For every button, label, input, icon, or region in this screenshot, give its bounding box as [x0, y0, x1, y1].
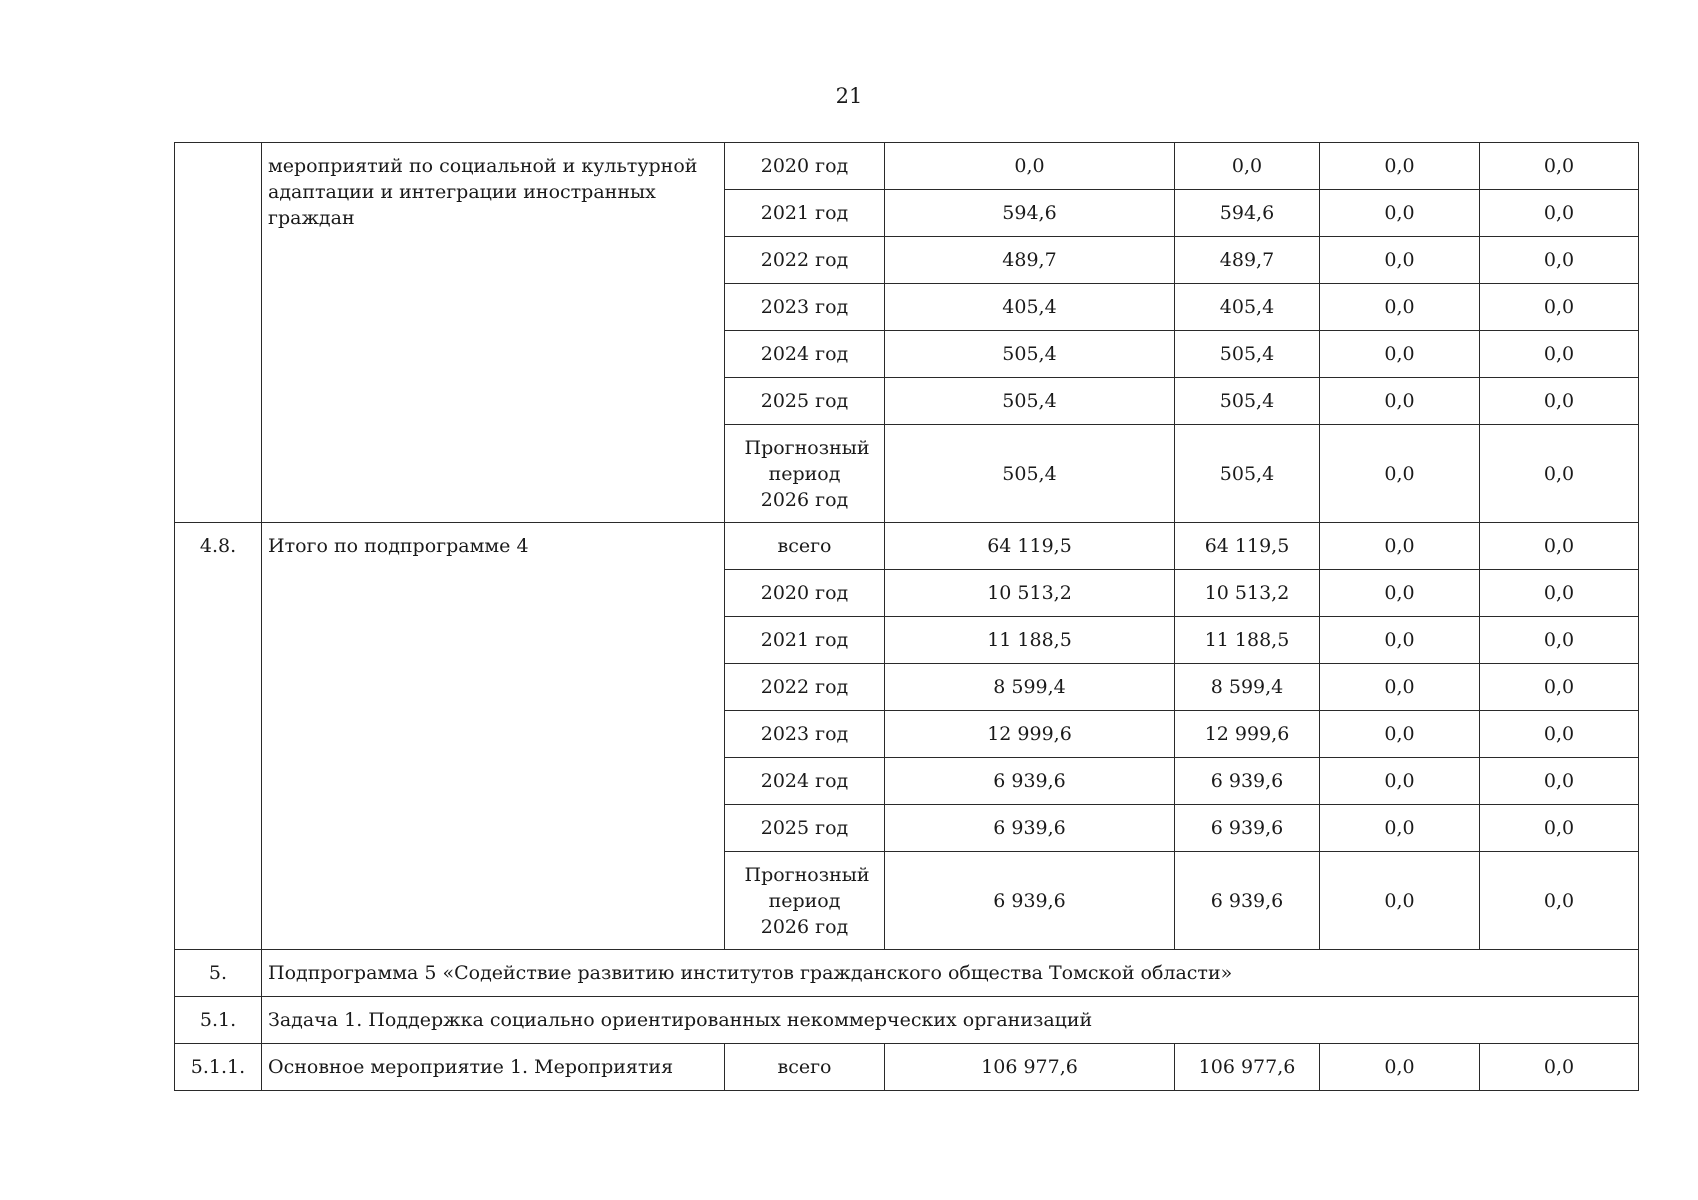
- period-cell: [725, 284, 885, 331]
- period-label: 2024 год: [760, 343, 849, 365]
- row-number-cell: 5.1.: [175, 997, 262, 1044]
- period-label: 2020 год: [760, 582, 849, 604]
- other-value-cell: 0,0: [1480, 331, 1639, 378]
- budget-value-cell: 505,4: [1175, 378, 1320, 425]
- federal-value-cell: 0,0: [1320, 617, 1480, 664]
- period-cell: [725, 237, 885, 284]
- federal-value-cell: 0,0: [1320, 711, 1480, 758]
- other-value-cell: 0,0: [1480, 143, 1639, 190]
- federal-value-cell: 0,0: [1320, 378, 1480, 425]
- other-value-cell: 0,0: [1480, 1044, 1639, 1091]
- other-value-cell: 0,0: [1480, 664, 1639, 711]
- budget-value-cell: 0,0: [1175, 143, 1320, 190]
- page-number: 21: [835, 84, 863, 108]
- federal-value-cell: 0,0: [1320, 1044, 1480, 1091]
- budget-value-cell: 10 513,2: [1175, 570, 1320, 617]
- federal-value-cell: 0,0: [1320, 523, 1480, 570]
- budget-value-cell: 11 188,5: [1175, 617, 1320, 664]
- period-cell: [725, 711, 885, 758]
- period-cell: [725, 664, 885, 711]
- other-value-cell: 0,0: [1480, 617, 1639, 664]
- total-value-cell: 505,4: [885, 425, 1175, 523]
- budget-value-cell: 6 939,6: [1175, 758, 1320, 805]
- row-name-cell: Итого по подпрограмме 4: [262, 523, 725, 950]
- activity-row: [175, 1044, 1639, 1091]
- period-cell: [725, 852, 885, 950]
- total-value-cell: 11 188,5: [885, 617, 1175, 664]
- period-cell: [725, 331, 885, 378]
- total-value-cell: 64 119,5: [885, 523, 1175, 570]
- table-row: [175, 523, 1639, 570]
- period-label: 2025 год: [760, 817, 849, 839]
- table-row: [175, 143, 1639, 190]
- period-cell: [725, 523, 885, 570]
- task-title-cell: Задача 1. Поддержка социально ориентированных некоммерческих организаций: [262, 997, 1639, 1044]
- period-cell: [725, 190, 885, 237]
- total-value-cell: 505,4: [885, 331, 1175, 378]
- total-value-cell: 10 513,2: [885, 570, 1175, 617]
- period-label: Прогнозный период 2026 год: [744, 863, 870, 938]
- federal-value-cell: 0,0: [1320, 758, 1480, 805]
- other-value-cell: 0,0: [1480, 378, 1639, 425]
- total-value-cell: 594,6: [885, 190, 1175, 237]
- period-label: Прогнозный период 2026 год: [744, 436, 870, 511]
- total-value-cell: 505,4: [885, 378, 1175, 425]
- period-cell: [725, 570, 885, 617]
- budget-value-cell: 505,4: [1175, 425, 1320, 523]
- federal-value-cell: 0,0: [1320, 237, 1480, 284]
- total-value-cell: 106 977,6: [885, 1044, 1175, 1091]
- row-name-cell: мероприятий по социальной и культурной адаптации и интеграции иностранных граждан: [262, 143, 725, 523]
- period-label: 2022 год: [760, 249, 849, 271]
- total-value-cell: 6 939,6: [885, 758, 1175, 805]
- total-value-cell: 0,0: [885, 143, 1175, 190]
- task-row: [175, 997, 1639, 1044]
- period-label: всего: [777, 1056, 832, 1078]
- budget-value-cell: 8 599,4: [1175, 664, 1320, 711]
- period-label: 2024 год: [760, 770, 849, 792]
- total-value-cell: 6 939,6: [885, 805, 1175, 852]
- total-value-cell: 405,4: [885, 284, 1175, 331]
- budget-value-cell: 12 999,6: [1175, 711, 1320, 758]
- federal-value-cell: 0,0: [1320, 570, 1480, 617]
- period-label: 2023 год: [760, 723, 849, 745]
- subprogram-row: [175, 950, 1639, 997]
- period-label: всего: [777, 535, 832, 557]
- federal-value-cell: 0,0: [1320, 425, 1480, 523]
- subprogram-title-cell: Подпрограмма 5 «Содействие развитию институтов гражданского общества Томской области»: [262, 950, 1639, 997]
- row-number-cell: 4.8.: [175, 523, 262, 950]
- period-label: 2021 год: [760, 629, 849, 651]
- total-value-cell: 489,7: [885, 237, 1175, 284]
- period-cell: [725, 143, 885, 190]
- other-value-cell: 0,0: [1480, 523, 1639, 570]
- period-cell: [725, 617, 885, 664]
- total-value-cell: 6 939,6: [885, 852, 1175, 950]
- other-value-cell: 0,0: [1480, 805, 1639, 852]
- other-value-cell: 0,0: [1480, 711, 1639, 758]
- other-value-cell: 0,0: [1480, 190, 1639, 237]
- other-value-cell: 0,0: [1480, 852, 1639, 950]
- period-label: 2022 год: [760, 676, 849, 698]
- budget-value-cell: 64 119,5: [1175, 523, 1320, 570]
- budget-value-cell: 505,4: [1175, 331, 1320, 378]
- budget-value-cell: 6 939,6: [1175, 805, 1320, 852]
- row-number-cell: 5.: [175, 950, 262, 997]
- other-value-cell: 0,0: [1480, 758, 1639, 805]
- federal-value-cell: 0,0: [1320, 190, 1480, 237]
- budget-value-cell: 489,7: [1175, 237, 1320, 284]
- budget-value-cell: 106 977,6: [1175, 1044, 1320, 1091]
- period-cell: [725, 378, 885, 425]
- period-cell: [725, 425, 885, 523]
- period-label: 2023 год: [760, 296, 849, 318]
- federal-value-cell: 0,0: [1320, 284, 1480, 331]
- period-label: 2021 год: [760, 202, 849, 224]
- federal-value-cell: 0,0: [1320, 143, 1480, 190]
- federal-value-cell: 0,0: [1320, 852, 1480, 950]
- period-cell: [725, 758, 885, 805]
- budget-value-cell: 6 939,6: [1175, 852, 1320, 950]
- federal-value-cell: 0,0: [1320, 805, 1480, 852]
- period-label: 2025 год: [760, 390, 849, 412]
- federal-value-cell: 0,0: [1320, 331, 1480, 378]
- row-number-cell: [175, 143, 262, 523]
- period-label: 2020 год: [760, 155, 849, 177]
- budget-table: [174, 142, 1639, 1091]
- federal-value-cell: 0,0: [1320, 664, 1480, 711]
- budget-value-cell: 594,6: [1175, 190, 1320, 237]
- other-value-cell: 0,0: [1480, 284, 1639, 331]
- period-cell: [725, 1044, 885, 1091]
- budget-value-cell: 405,4: [1175, 284, 1320, 331]
- total-value-cell: 8 599,4: [885, 664, 1175, 711]
- period-cell: [725, 805, 885, 852]
- row-number-cell: 5.1.1.: [175, 1044, 262, 1091]
- activity-name-cell: Основное мероприятие 1. Мероприятия: [262, 1044, 725, 1091]
- other-value-cell: 0,0: [1480, 570, 1639, 617]
- other-value-cell: 0,0: [1480, 237, 1639, 284]
- total-value-cell: 12 999,6: [885, 711, 1175, 758]
- other-value-cell: 0,0: [1480, 425, 1639, 523]
